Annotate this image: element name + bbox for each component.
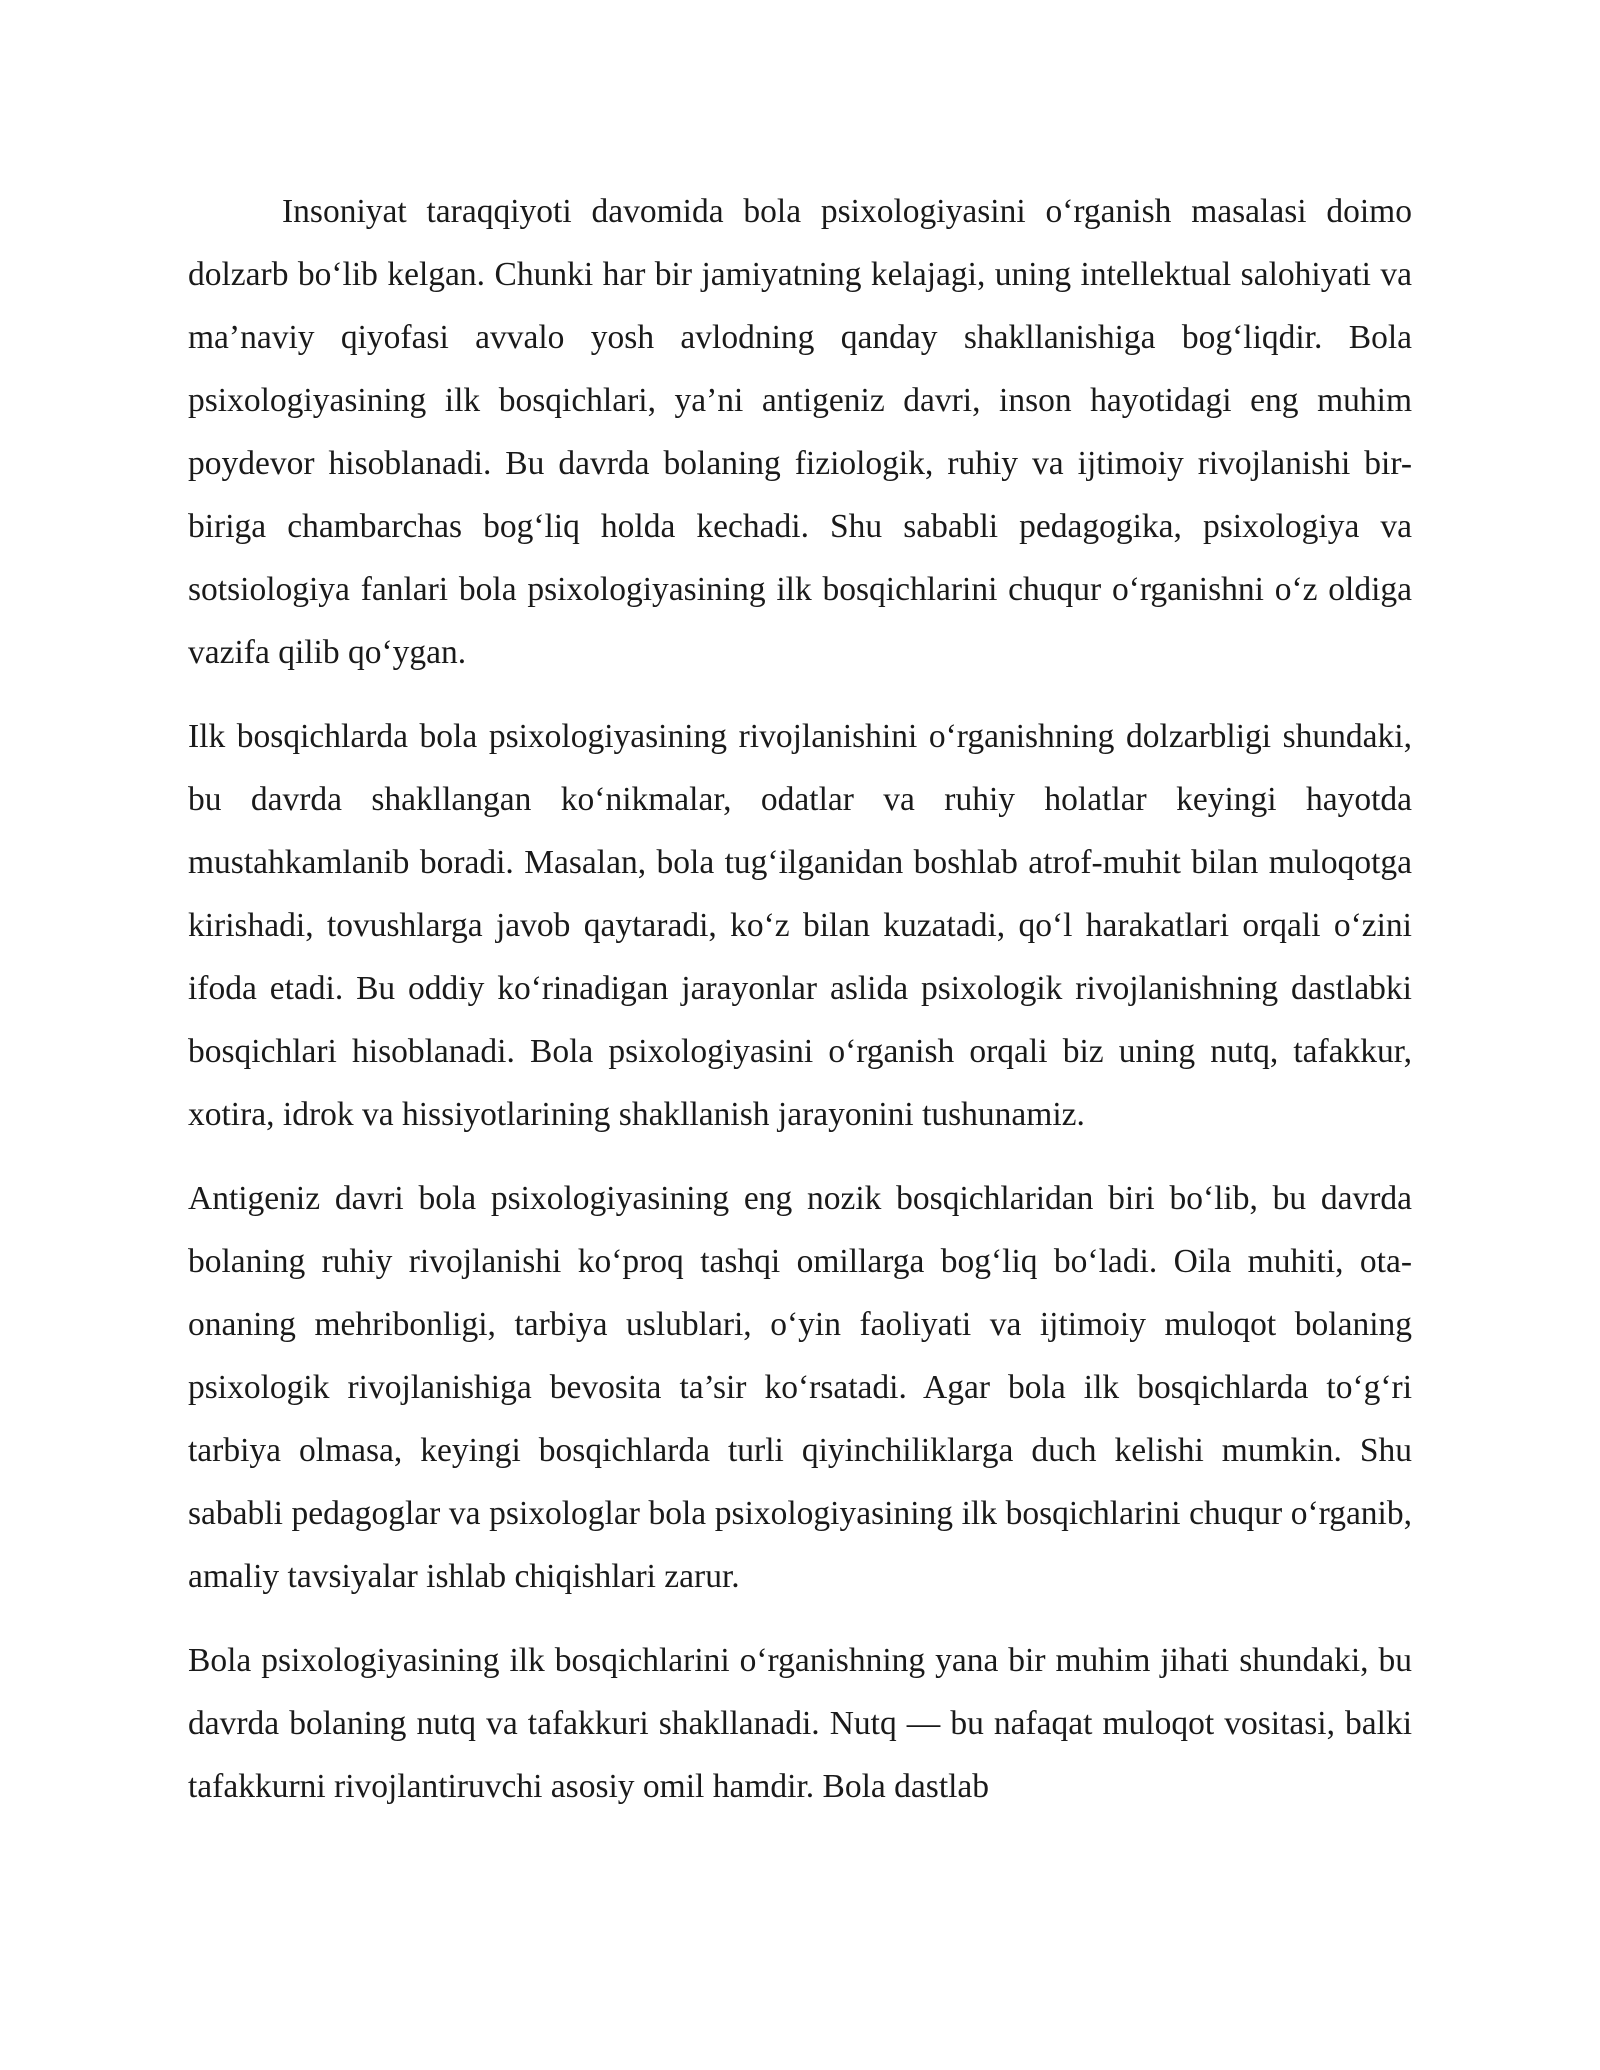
paragraph-2: Ilk bosqichlarda bola psixologiyasining rivojlanishini o‘rganishning dolzarbligi shundaki, bu davrda shakllangan ko‘nikmalar, odatlar va ruhiy holatlar keyingi hayotda mustahkamlanib boradi. Masalan, bola tug‘ilganidan boshlab atrof-muhit bilan muloqotga kirishadi, tovushlarga javob qaytaradi, ko‘z bilan kuzatadi, qo‘l harakatlari orqali o‘zini ifoda etadi. Bu oddiy ko‘rinadigan jarayonlar aslida psixologik rivojlanishning dastlabki bosqichlari hisoblanadi. Bola psixologiyasini o‘rganish orqali biz uning nutq, tafakkur, xotira, idrok va hissiyotlarining shakllanish jarayonini tushunamiz.	[188, 718, 1412, 1133]
document-body	[188, 180, 1412, 1839]
paragraph-4: Bola psixologiyasining ilk bosqichlarini o‘rganishning yana bir muhim jihati shundaki, bu davrda bolaning nutq va tafakkuri shakllanadi. Nutq — bu nafaqat muloqot vositasi, balki tafakkurni rivojlantiruvchi asosiy omil hamdir. Bola dastlab	[188, 1642, 1412, 1805]
paragraph-1: Insoniyat taraqqiyoti davomida bola psixologiyasini o‘rganish masalasi doimo dolzarb bo‘lib kelgan. Chunki har bir jamiyatning kelajagi, uning intellektual salohiyati va ma’naviy qiyofasi avvalo yosh avlodning qanday shakllanishiga bog‘liqdir. Bola psixologiyasining ilk bosqichlari, ya’ni antigeniz davri, inson hayotidagi eng muhim poydevor hisoblanadi. Bu davrda bolaning fiziologik, ruhiy va ijtimoiy rivojlanishi bir-biriga chambarchas bog‘liq holda kechadi. Shu sababli pedagogika, psixologiya va sotsiologiya fanlari bola psixologiyasining ilk bosqichlarini chuqur o‘rganishni o‘z oldiga vazifa qilib qo‘ygan.	[188, 193, 1412, 671]
paragraph-3: Antigeniz davri bola psixologiyasining eng nozik bosqichlaridan biri bo‘lib, bu davrda bolaning ruhiy rivojlanishi ko‘proq tashqi omillarga bog‘liq bo‘ladi. Oila muhiti, ota-onaning mehribonligi, tarbiya uslublari, o‘yin faoliyati va ijtimoiy muloqot bolaning psixologik rivojlanishiga bevosita ta’sir ko‘rsatadi. Agar bola ilk bosqichlarda to‘g‘ri tarbiya olmasa, keyingi bosqichlarda turli qiyinchiliklarga duch kelishi mumkin. Shu sababli pedagoglar va psixologlar bola psixologiyasining ilk bosqichlarini chuqur o‘rganib, amaliy tavsiyalar ishlab chiqishlari zarur.	[188, 1180, 1412, 1595]
